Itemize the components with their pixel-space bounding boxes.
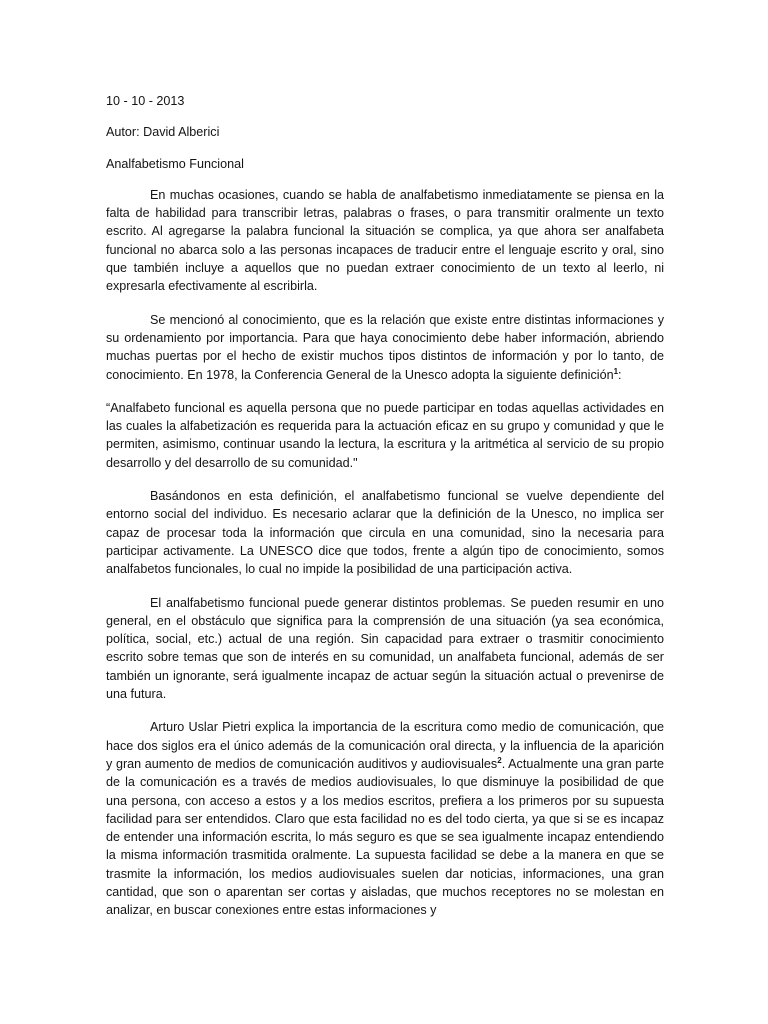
footnote-marker-2: 2 [497, 755, 502, 765]
document-title: Analfabetismo Funcional [106, 156, 244, 171]
paragraph-2-text: Se mencionó al conocimiento, que es la relación que existe entre distintas informaciones y su ordenamiento por importancia. Para que haya conocimiento debe haber información, abriendo muchas puertas por el hecho de existir muchos tipos distintos de información y por lo tanto, de conocimiento. En 1978, la Conferencia General de la Unesco adopta la siguiente definición [106, 312, 664, 382]
paragraph-3: Basándonos en esta definición, el analfabetismo funcional se vuelve dependiente del entorno social del individuo. Es necesario aclarar que la definición de la Unesco, no implica ser capaz de procesar toda la información que circula en una comunidad, sino la necesaria para participar activamente. La UNESCO dice que todos, frente a algún tipo de conocimiento, somos analfabetos funcionales, lo cual no impide la posibilidad de una participación activa. [106, 489, 664, 577]
paragraph-4: El analfabetismo funcional puede generar distintos problemas. Se pueden resumir en uno general, en el obstáculo que significa para la comprensión de una situación (ya sea económica, política, social, etc.) actual de una región. Sin capacidad para extraer o trasmitir conocimiento escrito sobre temas que son de interés en su comunidad, un analfabeta funcional, además de ser también un ignorante, será igualmente incapaz de actuar según la situación actual o prevenirse de una futura. [106, 595, 664, 702]
paragraph-5 [106, 718, 664, 919]
paragraph-5-end: . Actualmente una gran parte de la comunicación es a través de medios audiovisuales, lo que disminuye la posibilidad de que una persona, con acceso a estos y a los medios escritos, prefiera a los primeros por su supuesta facilidad para ser entendidos. Claro que esta facilidad no es del todo cierta, ya que si se es incapaz de entender una información escrita, lo más seguro es que se sea igualmente incapaz entendiendo la misma información trasmitida oralmente. La supuesta facilidad se debe a la manera en que se trasmite la información, los medios audiovisuales suelen dar noticias, informaciones, una gran cantidad, que son o aparentan ser cortas y aisladas, que muchos receptores no se molestan en analizar, en buscar conexiones entre estas informaciones y [106, 756, 664, 918]
document-page [106, 92, 664, 935]
paragraph-2-end: : [618, 367, 622, 382]
quote-paragraph: “Analfabeto funcional es aquella persona que no puede participar en todas aquellas actividades en las cuales la alfabetización es requerida para la actuación eficaz en su grupo y comunidad y que le permiten, asimismo, continuar usando la lectura, la escritura y la aritmética al servicio de su propio desarrollo y del desarrollo de su comunidad." [106, 400, 664, 470]
footnote-marker-1: 1 [613, 366, 619, 376]
document-date: 10 - 10 - 2013 [106, 94, 185, 108]
document-author: Autor: David Alberici [106, 125, 220, 140]
paragraph-5-text: Arturo Uslar Pietri explica la importancia de la escritura como medio de comunicación, que hace dos siglos era el único además de la comunicación oral directa, y la influencia de la aparición y gran aumento de medios de comunicación auditivos y audiovisuales [106, 720, 664, 771]
paragraph-1: En muchas ocasiones, cuando se habla de analfabetismo inmediatamente se piensa en la falta de habilidad para transcribir letras, palabras o frases, o para transmitir oralmente un texto escrito. Al agregarse la palabra funcional la situación se complica, ya que ahora ser analfabeta funcional no abarca solo a las personas incapaces de traducir entre el lenguaje escrito y oral, sino que también incluye a aquellos que no puedan extraer conocimiento de un texto al leerlo, ni expresarla efectivamente al escribirla. [106, 187, 664, 294]
paragraph-2 [106, 311, 664, 384]
